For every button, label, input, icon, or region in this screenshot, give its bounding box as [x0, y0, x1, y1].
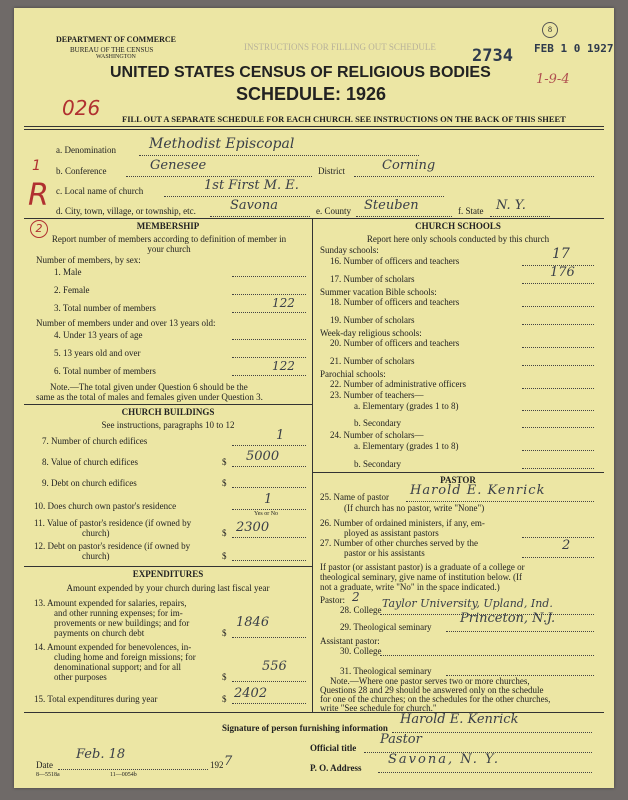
graduate-note-1: If pastor (or assistant pastor) is a graduate of a college or	[320, 562, 525, 572]
address-label: P. O. Address	[310, 763, 362, 773]
q21-label: 21. Number of scholars	[330, 356, 415, 366]
q22-field	[522, 378, 594, 389]
q27-label-a: 27. Number of other churches served by the	[320, 538, 478, 548]
graduate-note-2: theological seminary, give name of institution below. (If	[320, 572, 523, 582]
q24-label: 24. Number of scholars—	[330, 430, 424, 440]
q6-field: 122	[232, 365, 306, 376]
q25-label: 25. Name of pastor	[320, 492, 389, 502]
q15-field: 2402	[232, 693, 306, 704]
church-name-label: c. Local name of church	[56, 186, 144, 196]
census-schedule-sheet: DEPARTMENT OF COMMERCE BUREAU OF THE CENSUS WASHINGTON INSTRUCTIONS FOR FILLING OUT SCHEDULE 2734 FEB 1 0 1927 8 1-9-4 UNITED STATES CENSUS OF RELIGIOUS BODIES SCHEDULE: 1926 026 FILL OUT A SEPARATE SCHEDULE FOR EACH CHURCH. SEE INSTRUCTIONS ON THE BACK OF THIS SHEET 1 R 2 a. Denomination Methodist Episcopal b. Conference Genesee District Corning c. Local name of church 1st First M. E. d. City, town, village, or township, etc. Savona e. County Steuben f. State N. Y. MEMBERSHIP Report number of members according to definition of member in your church Number of members, by sex: 1. Male 2. Female 3. Total number of members 122 Number of members under and over 13 years old: 4. Under 13 years of age 5. 13 years old and over 6. Total number of members 122 Note.—The total given under Question 6 should be the same as the total of males and females given under Question 3. CHURCH BUILDINGS See instructions, paragraphs 10 to 12 7. Number of church edifices 1 8. Value of church edifices $ 5000 9. Debt on church edifices $ 10. Does church own pastor's residence 1 Yes or No 11. Value of pastor's residence (if owned by church) $ 2300 12. Debt on pastor's residence (if owned by church) $ EXPENDITURES Amount expended by your church during last fiscal year 13. Amount expended for salaries, repairs, and other running expenses; for im- provements or new buildings; and for payments on church debt $ 1846 14. Amount expended for benevolences, in- cluding home and foreign missions; for denominational support; and for all other purposes $ 556 15. Total expenditures during year $ 2402 CHURCH SCHOOLS Report here only schools conducted by this church Sunday schools: 16. Number of officers and teachers 17 17. Number of scholars 176 Summer vacation Bible schools: 18. Number of officers and teachers 19. Number of scholars Week-day religious schools: 20. Number of officers and teachers 21. Number of scholars Parochial schools: 22. Number of administrative officers 23. Number of teachers— a. Elementary (grades 1 to 8) b. Secondary 24. Number of scholars— a. Elementary (grades 1 to 8) b. Secondary PASTOR 25. Name of pastor Harold E. Kenrick (If church has no pastor, write "None") 26. Number of ordained ministers, if any, em- ployed as assistant pastors 27. Number of other churches served by the pastor or his assistants 2 If pastor (or assistant pastor) is a graduate of a college or theological seminary, give name of institution below. (If not a graduate, write "No" in the space indicated.) Pastor: 2 28. College Taylor University, Upland, Ind. 29. Theological seminary Princeton, N.J. Assistant pastor: 30. College 31. Theological seminary Note.—Where one pastor serves two or more churches, Questions 28 and 29 should be answered only on the schedule for one of the churches; on the schedules for the other churches, write "See schedule for church." Signature of person furnishing information Harold E. Kenrick Official title Pastor Date Feb. 18 192 7 P. O. Address Savona, N. Y. 8—5518a 11—0054b	[14, 8, 614, 788]
q29-field: Princeton, N.J.	[446, 620, 594, 632]
membership-heading: MEMBERSHIP	[136, 221, 200, 231]
yes-no-hint: Yes or No	[254, 511, 279, 517]
q23a-label: a. Elementary (grades 1 to 8)	[354, 401, 459, 411]
q26-field	[522, 527, 594, 538]
q10-field: 1	[232, 499, 306, 510]
q30-label: 30. College	[340, 646, 382, 656]
form-number-1: 8—5518a	[36, 772, 60, 778]
q3-field: 122	[232, 302, 306, 313]
q22-label: 22. Number of administrative officers	[330, 379, 467, 389]
conference-label: b. Conference	[56, 166, 107, 176]
sunday-schools-label: Sunday schools:	[320, 245, 379, 255]
city-label: WASHINGTON	[96, 54, 136, 60]
q14-line-3: denominational support; and for all	[54, 662, 181, 672]
membership-note-2: same as the total of males and females given under Question 3.	[36, 392, 263, 402]
q24a-label: a. Elementary (grades 1 to 8)	[354, 441, 459, 451]
pencil-code: 1-9-4	[536, 72, 570, 87]
q13-line-2: and other running expenses; for im-	[54, 608, 183, 618]
q12-label-b: church)	[82, 551, 110, 561]
official-title-field: Pastor	[364, 740, 592, 753]
red-circled-mark: 2	[30, 220, 48, 238]
q7-label: 7. Number of church edifices	[42, 436, 148, 446]
received-date-stamp: FEB 1 0 1927	[534, 42, 614, 55]
q4-field	[232, 329, 306, 340]
q13-line-4: payments on church debt	[54, 628, 145, 638]
q9-label: 9. Debt on church edifices	[42, 478, 137, 488]
red-tick-mark: 1	[32, 158, 41, 174]
instruction-banner: FILL OUT A SEPARATE SCHEDULE FOR EACH CHURCH. SEE INSTRUCTIONS ON THE BACK OF THIS SHEET	[122, 114, 566, 124]
department-label: DEPARTMENT OF COMMERCE	[56, 35, 177, 44]
city-town-field: Savona	[210, 203, 310, 217]
county-label: e. County	[316, 206, 351, 216]
q27-label-b: pastor or his assistants	[344, 548, 425, 558]
q26-label-a: 26. Number of ordained ministers, if any, em-	[320, 518, 485, 528]
district-field: Corning	[354, 163, 594, 177]
q29-label: 29. Theological seminary	[340, 622, 432, 632]
buildings-heading: CHURCH BUILDINGS	[121, 407, 215, 417]
q14-line-1: 14. Amount expended for benevolences, in-	[34, 642, 192, 652]
address-field: Savona, N. Y.	[378, 760, 592, 773]
q12-field	[232, 550, 306, 561]
membership-intro: Report number of members according to definition of member in your church	[51, 234, 287, 254]
expenditures-heading: EXPENDITURES	[132, 569, 204, 579]
circled-mark: 8	[542, 22, 558, 38]
q24a-field	[522, 440, 594, 451]
form-number-2: 11—0054b	[110, 772, 137, 778]
q11-label-a: 11. Value of pastor's residence (if owned by	[34, 518, 192, 528]
form-title: UNITED STATES CENSUS OF RELIGIOUS BODIES	[110, 64, 491, 81]
conference-field: Genesee	[126, 163, 312, 177]
q20-field	[522, 337, 594, 348]
q31-label: 31. Theological seminary	[340, 666, 432, 676]
q16-field: 17	[522, 255, 594, 266]
denomination-field: Methodist Episcopal	[139, 142, 419, 156]
assistant-pastor-subhead: Assistant pastor:	[320, 636, 380, 646]
q11-field: 2300	[232, 527, 306, 538]
q5-field	[232, 347, 306, 358]
q7-field: 1	[232, 435, 306, 446]
q8-label: 8. Value of church edifices	[42, 457, 139, 467]
signature-label: Signature of person furnishing information	[222, 723, 388, 733]
county-field: Steuben	[356, 203, 452, 217]
membership-note-1: Note.—The total given under Question 6 should be the	[50, 382, 248, 392]
q24b-field	[522, 458, 594, 469]
q13-field: 1846	[232, 627, 306, 638]
bleed-through-text: INSTRUCTIONS FOR FILLING OUT SCHEDULE	[244, 42, 436, 52]
bureau-label: BUREAU OF THE CENSUS	[70, 46, 154, 54]
state-label: f. State	[458, 206, 484, 216]
q10-label: 10. Does church own pastor's residence	[34, 501, 177, 511]
year-prefix: 192	[210, 760, 224, 770]
q3-label: 3. Total number of members	[54, 303, 156, 313]
q23b-field	[522, 417, 594, 428]
q6-label: 6. Total number of members	[54, 366, 156, 376]
q25-note: (If church has no pastor, write "None")	[344, 503, 485, 513]
church-name-field: 1st First M. E.	[164, 183, 444, 197]
q28-field: Taylor University, Upland, Ind.	[380, 603, 594, 615]
denomination-label: a. Denomination	[56, 145, 116, 155]
q14-line-2: cluding home and foreign missions; for	[54, 652, 196, 662]
q28-label: 28. College	[340, 605, 382, 615]
q23-label: 23. Number of teachers—	[330, 390, 424, 400]
q23a-field	[522, 400, 594, 411]
pastor-name-field: Harold E. Kenrick	[406, 489, 594, 502]
q5-label: 5. 13 years old and over	[54, 348, 141, 358]
q15-label: 15. Total expenditures during year	[34, 694, 158, 704]
official-title-label: Official title	[310, 743, 357, 753]
pastor-subhead: Pastor:	[320, 595, 346, 605]
q27-field: 2	[522, 547, 594, 558]
expenditures-intro: Amount expended by your church during last fiscal year	[66, 583, 270, 593]
pastor-note-2: Questions 28 and 29 should be answered only on the schedule	[320, 685, 544, 695]
form-subtitle: SCHEDULE: 1926	[236, 84, 387, 104]
year-digit: 7	[224, 754, 233, 769]
q31-field	[446, 664, 594, 676]
schools-intro: Report here only schools conducted by this church	[366, 234, 550, 244]
q24b-label: b. Secondary	[354, 459, 401, 469]
q1-field	[232, 266, 306, 277]
q18-field	[522, 296, 594, 307]
red-number: 026	[62, 96, 101, 120]
city-town-label: d. City, town, village, or township, etc.	[56, 206, 196, 216]
state-field: N. Y.	[490, 203, 550, 217]
parochial-schools-label: Parochial schools:	[320, 369, 386, 379]
under-over-label: Number of members under and over 13 years old:	[36, 318, 216, 328]
buildings-instructions: See instructions, paragraphs 10 to 12	[101, 420, 235, 430]
pastor-note-3: for one of the churches; on the schedules for the other churches,	[320, 694, 551, 704]
q9-field	[232, 477, 306, 488]
stamp-number: 2734	[472, 46, 513, 66]
vacation-schools-label: Summer vacation Bible schools:	[320, 287, 437, 297]
q18-label: 18. Number of officers and teachers	[330, 297, 460, 307]
q11-label-b: church)	[82, 528, 110, 538]
q19-field	[522, 314, 594, 325]
q2-label: 2. Female	[54, 285, 90, 295]
date-field: Feb. 18	[58, 757, 208, 770]
q17-field: 176	[522, 273, 594, 284]
weekday-schools-label: Week-day religious schools:	[320, 328, 422, 338]
q13-line-1: 13. Amount expended for salaries, repairs,	[34, 598, 187, 608]
district-label: District	[318, 166, 345, 176]
q30-field	[380, 644, 594, 656]
pastor-note-1: Note.—Where one pastor serves two or more churches,	[330, 676, 530, 686]
q26-label-b: ployed as assistant pastors	[344, 528, 439, 538]
pastor-note-4: write "See schedule for church."	[320, 703, 437, 713]
members-by-sex-label: Number of members, by sex:	[36, 255, 141, 265]
q16-label: 16. Number of officers and teachers	[330, 256, 460, 266]
q1-label: 1. Male	[54, 267, 82, 277]
pastor-heading: PASTOR	[440, 475, 476, 485]
q19-label: 19. Number of scholars	[330, 315, 415, 325]
graduate-note-3: not a graduate, write "No" in the space indicated.)	[320, 582, 500, 592]
q12-label-a: 12. Debt on pastor's residence (if owned by	[34, 541, 191, 551]
q14-line-4: other purposes	[54, 672, 107, 682]
q2-field	[232, 284, 306, 295]
q17-label: 17. Number of scholars	[330, 274, 415, 284]
q14-field: 556	[232, 671, 306, 682]
q23b-label: b. Secondary	[354, 418, 401, 428]
q13-line-3: provements or new buildings; and for	[54, 618, 190, 628]
schools-heading: CHURCH SCHOOLS	[415, 221, 501, 231]
q21-field	[522, 355, 594, 366]
pastor-mark: 2	[352, 590, 360, 604]
date-label: Date	[36, 760, 53, 770]
q8-field: 5000	[232, 456, 306, 467]
red-initial-mark: R	[28, 178, 49, 213]
signature-field: Harold E. Kenrick	[392, 720, 592, 733]
q20-label: 20. Number of officers and teachers	[330, 338, 460, 348]
q4-label: 4. Under 13 years of age	[54, 330, 143, 340]
